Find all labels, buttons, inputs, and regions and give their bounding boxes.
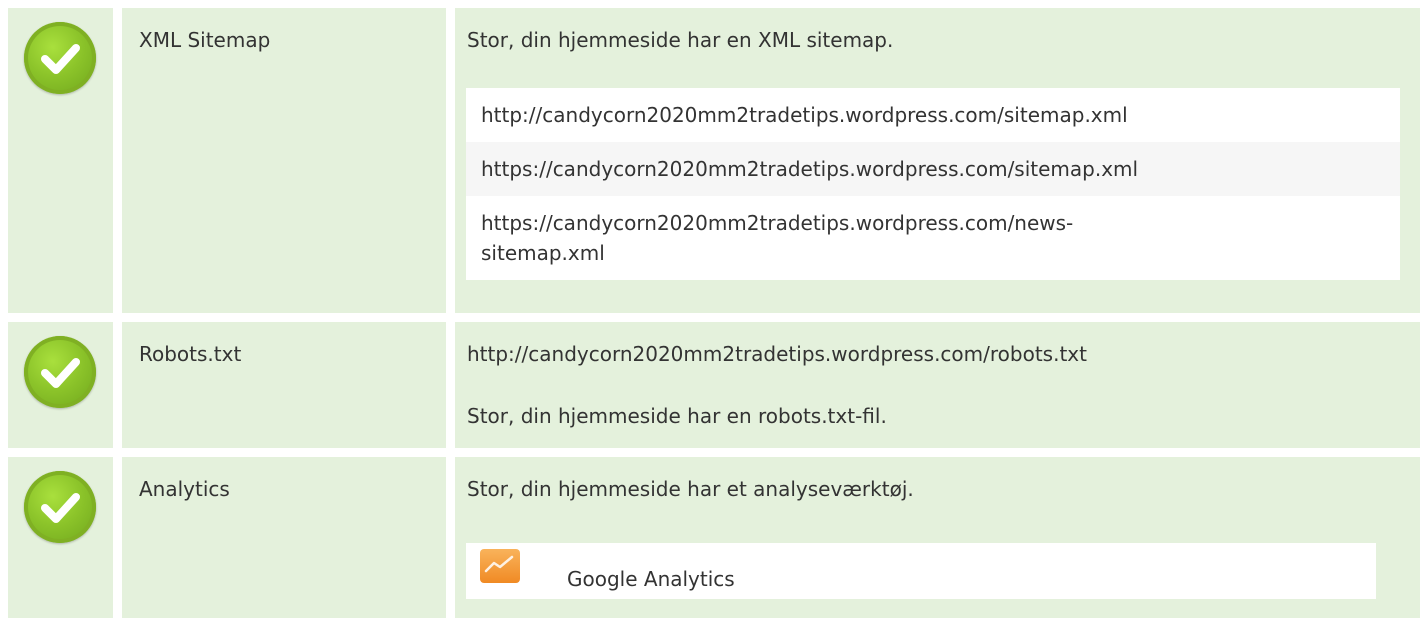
google-analytics-icon — [480, 549, 520, 583]
result-message: Stor, din hjemmeside har en XML sitemap. — [467, 28, 894, 52]
check-label: Analytics — [139, 477, 230, 501]
status-cell — [8, 457, 113, 618]
analytics-tool-name: Google Analytics — [567, 567, 735, 591]
check-result-cell — [455, 457, 1420, 618]
sitemap-url: https://candycorn2020mm2tradetips.wordpress.com/sitemap.xml — [466, 142, 1400, 196]
analytics-tool-item — [466, 543, 1376, 599]
check-label-cell — [122, 457, 446, 618]
check-label: Robots.txt — [139, 342, 242, 366]
sitemap-url-list — [466, 88, 1400, 280]
check-result-cell — [455, 8, 1420, 313]
robots-url: http://candycorn2020mm2tradetips.wordpress.com/robots.txt — [467, 342, 1087, 366]
result-message: Stor, din hjemmeside har et analyseværktøj. — [467, 477, 914, 501]
robots-txt-row — [0, 322, 1428, 448]
check-label: XML Sitemap — [139, 28, 271, 52]
check-result-cell — [455, 322, 1420, 448]
status-cell — [8, 322, 113, 448]
check-circle-icon — [24, 471, 96, 543]
status-cell — [8, 8, 113, 313]
check-label-cell — [122, 322, 446, 448]
check-label-cell — [122, 8, 446, 313]
result-message: Stor, din hjemmeside har en robots.txt-fil. — [467, 404, 887, 428]
check-circle-icon — [24, 22, 96, 94]
check-circle-icon — [24, 336, 96, 408]
xml-sitemap-row — [0, 8, 1428, 313]
sitemap-url: https://candycorn2020mm2tradetips.wordpress.com/news-sitemap.xml — [481, 211, 1074, 265]
analytics-row — [0, 457, 1428, 618]
sitemap-url: http://candycorn2020mm2tradetips.wordpress.com/sitemap.xml — [481, 103, 1128, 127]
